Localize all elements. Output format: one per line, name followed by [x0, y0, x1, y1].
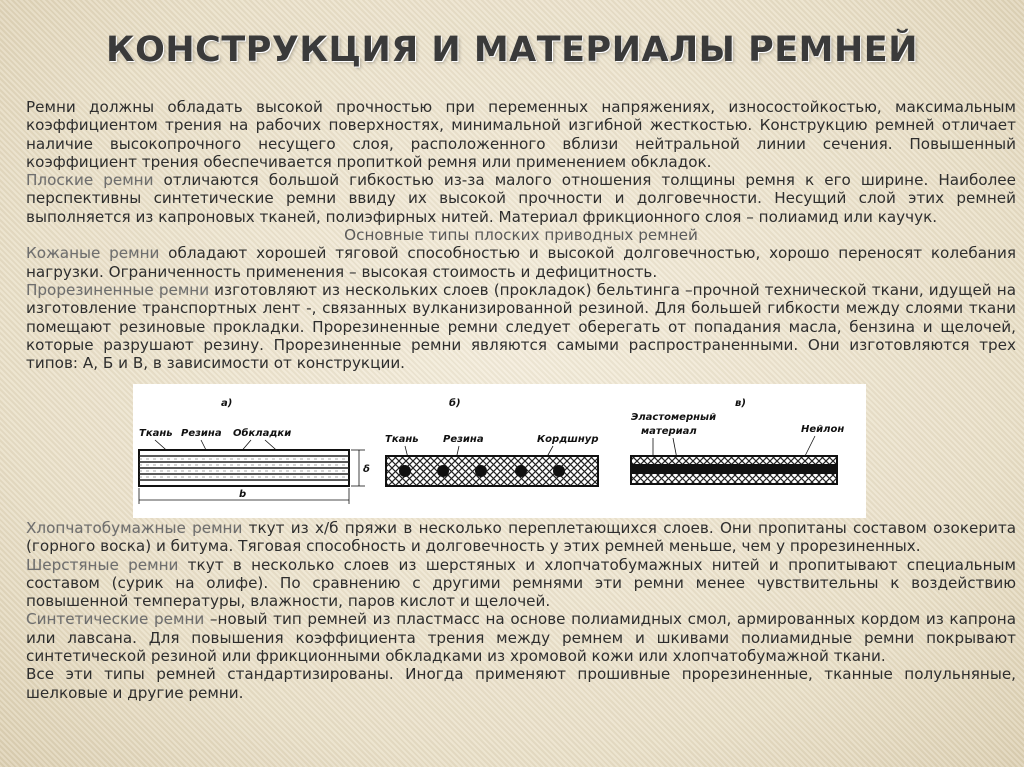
diagram-a-label-fabric: Ткань	[139, 428, 173, 439]
wool-belts-term: Шерстяные ремни	[26, 555, 179, 574]
diagram-c-label-nylon: Нейлон	[801, 424, 845, 435]
page-title: КОНСТРУКЦИЯ И МАТЕРИАЛЫ РЕМНЕЙ	[106, 30, 918, 70]
diagram-c-label-material: материал	[641, 426, 697, 437]
diagram-a-label-rubber: Резина	[181, 428, 222, 439]
wool-belts-text: ткут в несколько слоев из шерстяных и хлопчатобумажных нитей и пропитывают специальным составом (сурик на олифе). По сравнению с другими ремнями эти ремни менее чувствительны к воздействию повышенной температуры, влажности, паров кислот и щелочей.	[26, 555, 1016, 611]
belt-diagram	[133, 384, 866, 518]
diagram-c-label-elastomer: Эластомерный	[631, 412, 717, 423]
diagram-b-label-fabric: Ткань	[385, 434, 419, 445]
cotton-belts-paragraph	[26, 519, 1016, 556]
section-subtitle: Основные типы плоских приводных ремней	[344, 226, 698, 245]
belt-cross-section-figure	[133, 384, 866, 518]
diagram-a-tag: а)	[221, 398, 233, 409]
cotton-belts-text: ткут из х/б пряжи в несколько переплетающихся слоев. Они пропитаны составом озокерита (горного воска) и битума. Тяговая способность и долговечность у этих ремней меньше, чем у прорезиненных.	[26, 519, 1017, 556]
diagram-b-tag: б)	[449, 398, 461, 409]
diagram-b	[385, 397, 598, 486]
diagram-b-label-cord: Кордшнур	[537, 434, 599, 445]
text-block-top	[26, 98, 1016, 372]
intro-paragraph: Ремни должны обладать высокой прочностью при переменных напряжениях, износостойкостью, максимальным коэффициентом трения на рабочих поверхностях, минимальной изгибной жесткостью. Конструкцию ремней отличает наличие высокопрочного несущего слоя, расположенного вблизи нейтральной линии сечения. Повышенный коэффициент трения обеспечивается пропиткой ремня или применением обкладок.	[26, 98, 1016, 171]
rubber-belts-paragraph	[26, 281, 1016, 372]
closing-paragraph: Все эти типы ремней стандартизированы. Иногда применяют прошивные прорезиненные, тканные полульняные, шелковые и другие ремни.	[26, 665, 1016, 702]
cotton-belts-term: Хлопчатобумажные ремни	[26, 519, 243, 537]
diagram-b-label-rubber: Резина	[443, 434, 484, 445]
diagram-a-label-covers: Обкладки	[233, 428, 292, 439]
diagram-a	[139, 398, 370, 504]
flat-belts-paragraph	[26, 171, 1016, 226]
rubber-belts-text: изготовляют из нескольких слоев (прокладок) бельтинга –прочной технической ткани, идущей на изготовление транспортных лент -, связанных вулканизированной резиной. Для большей гибкости между слоями ткани помещают резиновые прокладки. Прорезиненные ремни следует оберегать от попадания масла, бензина и щелочей, которые разрушают резину. Прорезиненные ремни являются самыми распространенными. Они изготовляются трех типов: А, Б и В, в зависимости от конструкции.	[26, 280, 1016, 373]
synthetic-belts-term: Синтетические ремни	[26, 610, 205, 629]
diagram-a-dim-width: b	[239, 489, 247, 500]
text-block-bottom	[26, 519, 1016, 702]
leather-belts-term: Кожаные ремни	[26, 244, 160, 263]
diagram-c-tag: в)	[735, 398, 746, 409]
diagram-a-dim-thickness: δ	[363, 464, 370, 475]
wool-belts-paragraph	[26, 556, 1016, 611]
diagram-c	[631, 398, 844, 484]
synthetic-belts-paragraph	[26, 610, 1016, 665]
leather-belts-text: обладают хорошей тяговой способностью и высокой долговечностью, хорошо переносят колебания нагрузки. Ограниченность применения – высокая стоимость и дефицитность.	[26, 244, 1016, 281]
flat-belts-text: отличаются большой гибкостью из-за малого отношения толщины ремня к его ширине. Наиболее перспективны синтетические ремни ввиду их высокой прочности и долговечности. Несущий слой этих ремней выполняется из капроновых тканей, полиэфирных нитей. Материал фрикционного слоя – полиамид или каучук.	[26, 171, 1016, 226]
leather-belts-paragraph	[26, 244, 1016, 281]
flat-belts-term: Плоские ремни	[26, 171, 154, 190]
synthetic-belts-text: –новый тип ремней из пластмасс на основе полиамидных смол, армированных кордом из капрона или лавсана. Для повышения коэффициента трения между ремнем и шкивами полиамидные ремни покрывают синтетической резиной или фрикционными обкладками из хромовой кожи или хлопчатобумажной ткани.	[26, 610, 1016, 666]
rubber-belts-term: Прорезиненные ремни	[26, 280, 210, 299]
